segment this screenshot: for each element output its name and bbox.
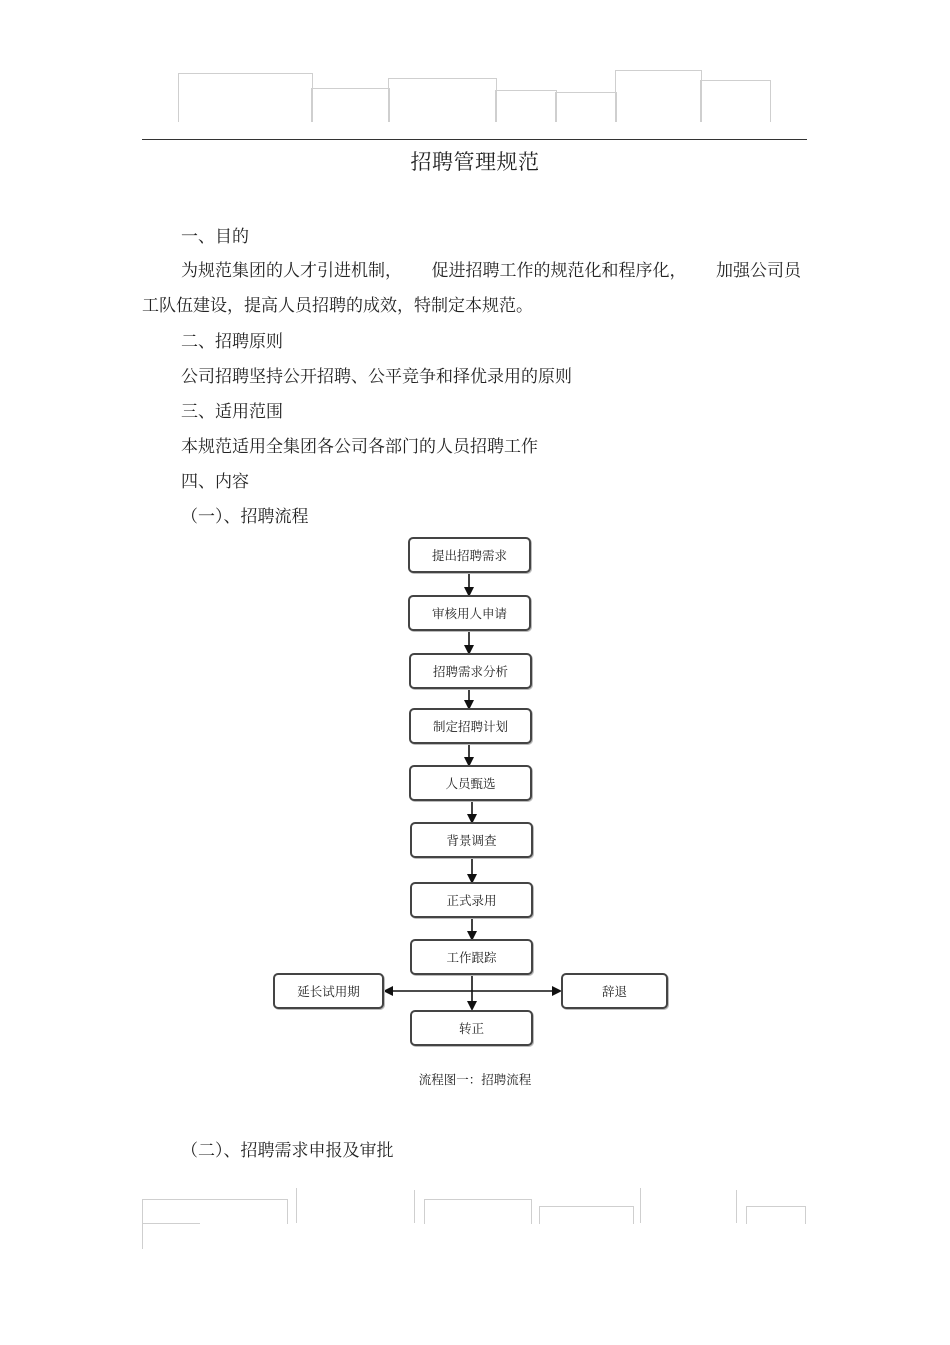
footer-decoration <box>640 1188 641 1223</box>
principle-paragraph: 公司招聘坚持公开招聘、公平竞争和择优录用的原则 <box>181 367 572 387</box>
flow-step-formal-hire: 正式录用 <box>410 882 533 918</box>
document-title: 招聘管理规范 <box>410 150 540 174</box>
flow-step-demand-analysis: 招聘需求分析 <box>409 653 532 689</box>
flow-step-regularization: 转正 <box>410 1010 533 1046</box>
section-heading-purpose: 一、目的 <box>181 227 249 247</box>
purpose-text-part1: 为规范集团的人才引进机制， <box>181 261 402 281</box>
footer-decoration <box>539 1206 634 1224</box>
footer-decoration <box>746 1206 806 1224</box>
flow-step-submit-demand: 提出招聘需求 <box>408 537 531 573</box>
footer-decoration <box>296 1188 415 1223</box>
section-heading-principle: 二、招聘原则 <box>181 332 283 352</box>
flowchart-caption: 流程图一：招聘流程 <box>418 1072 532 1087</box>
footer-decoration <box>736 1190 737 1223</box>
footer-decoration <box>424 1199 532 1224</box>
flow-branch-extend-probation: 延长试用期 <box>273 973 384 1009</box>
flow-step-review-application: 审核用人申请 <box>408 595 531 631</box>
flow-branch-dismiss: 辞退 <box>561 973 668 1009</box>
flow-step-screening: 人员甄选 <box>409 765 532 801</box>
flow-step-background-check: 背景调查 <box>410 822 533 858</box>
purpose-text-part2: 促进招聘工作的规范化和程序化， <box>431 261 687 281</box>
subsection-heading-process: （一）、招聘流程 <box>181 507 309 527</box>
purpose-text-part3: 加强公司员 <box>716 261 801 281</box>
footer-decoration <box>142 1223 200 1249</box>
purpose-paragraph-line2: 工队伍建设，提高人员招聘的成效，特制定本规范。 <box>142 296 533 316</box>
footer-decoration <box>142 1199 288 1224</box>
flow-step-follow-up: 工作跟踪 <box>410 939 533 975</box>
scope-paragraph: 本规范适用全集团各公司各部门的人员招聘工作 <box>181 437 538 457</box>
footer-decoration <box>414 1190 415 1223</box>
subsection-heading-demand-approval: （二）、招聘需求申报及审批 <box>181 1141 394 1161</box>
section-heading-content: 四、内容 <box>181 472 249 492</box>
section-heading-scope: 三、适用范围 <box>181 402 283 422</box>
flow-step-make-plan: 制定招聘计划 <box>409 708 532 744</box>
